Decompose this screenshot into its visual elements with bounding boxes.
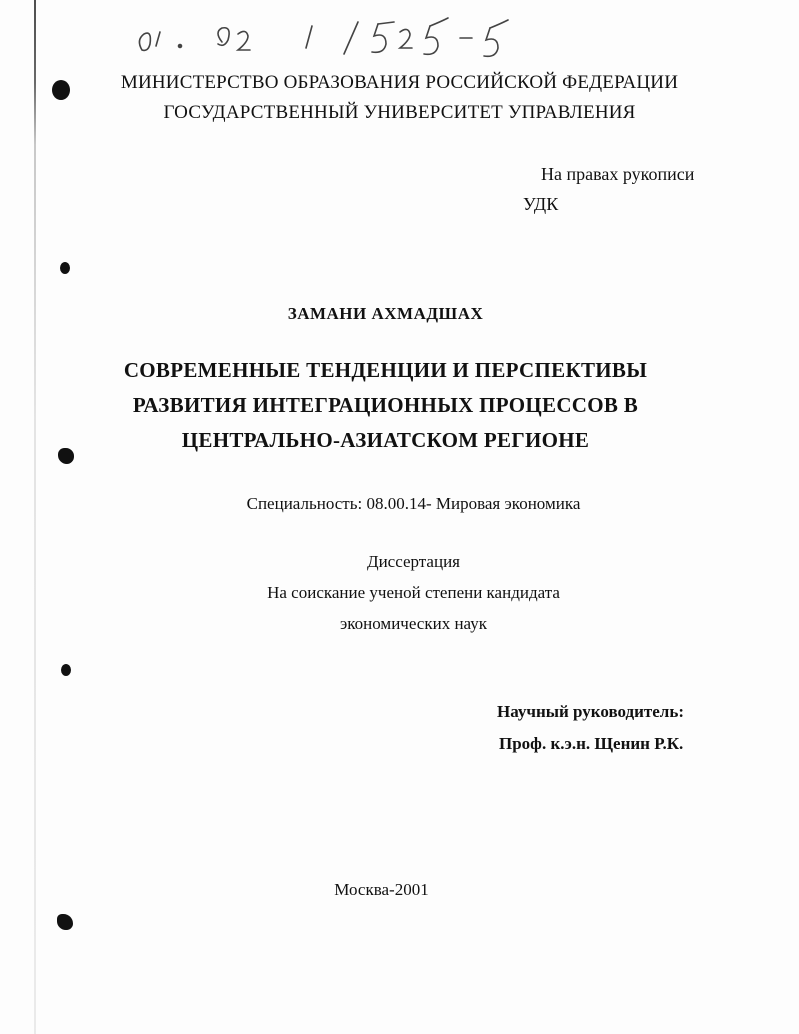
dissertation-title-line-3: ЦЕНТРАЛЬНО-АЗИАТСКОМ РЕГИОНЕ	[181, 428, 590, 452]
manuscript-rights: На правах рукописи	[541, 164, 695, 184]
handwritten-registry-number	[130, 12, 530, 62]
degree-line: На соискание ученой степени кандидата	[267, 583, 560, 602]
degree-field: экономических наук	[339, 614, 488, 633]
author-name: ЗАМАНИ АХМАДШАХ	[287, 304, 484, 323]
punch-hole-5	[57, 914, 73, 930]
dissertation-title-line-2: РАЗВИТИЯ ИНТЕГРАЦИОННЫХ ПРОЦЕССОВ В	[132, 393, 639, 417]
punch-hole-4	[61, 664, 71, 676]
specialty: Специальность: 08.00.14- Мировая экономика	[246, 494, 581, 513]
dissertation-label: Диссертация	[366, 552, 460, 571]
udc-label: УДК	[523, 194, 559, 214]
supervisor-label: Научный руководитель:	[497, 702, 684, 721]
punch-hole-2	[60, 262, 70, 274]
ministry-heading: МИНИСТЕРСТВО ОБРАЗОВАНИЯ РОССИЙСКОЙ ФЕДЕРАЦИИ	[120, 72, 679, 93]
city-year: Москва-2001	[334, 880, 429, 899]
scan-edge	[34, 0, 36, 1034]
dissertation-title-line-1: СОВРЕМЕННЫЕ ТЕНДЕНЦИИ И ПЕРСПЕКТИВЫ	[123, 358, 648, 382]
supervisor-name: Проф. к.э.н. Щенин Р.К.	[499, 734, 684, 753]
university-heading: ГОСУДАРСТВЕННЫЙ УНИВЕРСИТЕТ УПРАВЛЕНИЯ	[163, 102, 636, 123]
